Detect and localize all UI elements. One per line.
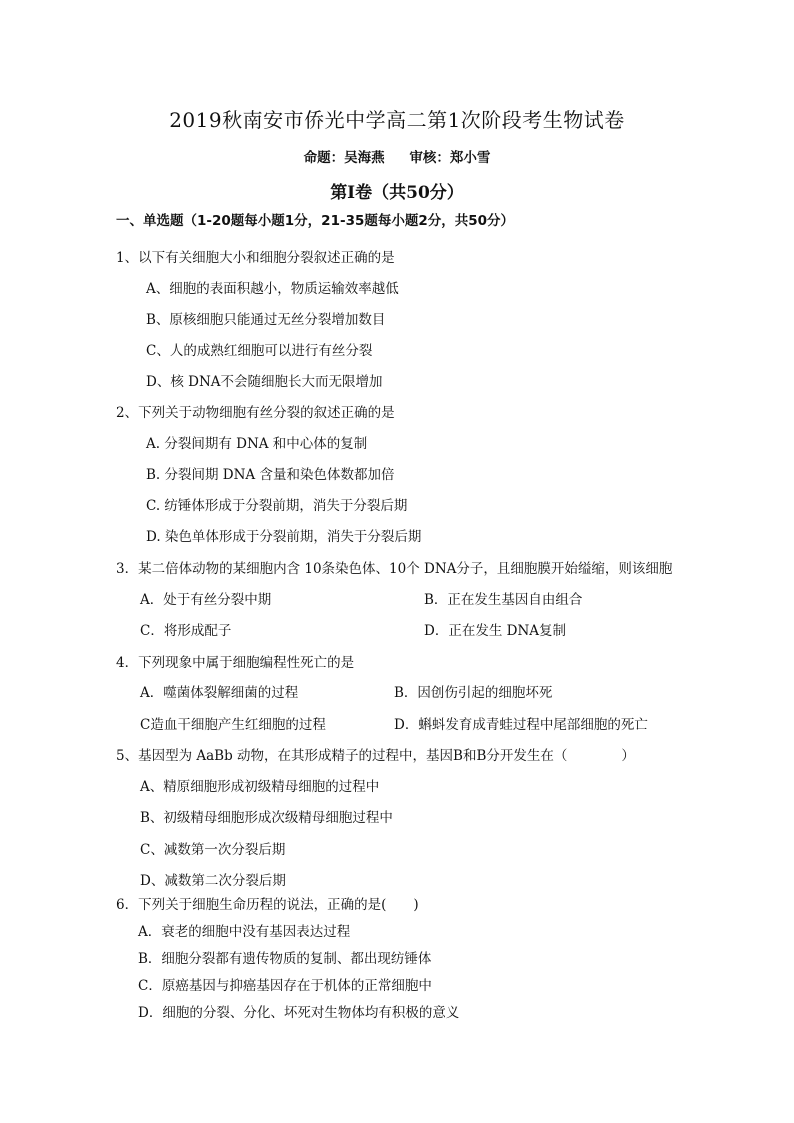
option: A．处于有丝分裂中期 [140, 592, 272, 608]
option: A．噬菌体裂解细菌的过程 [140, 685, 299, 701]
option: D、减数第二次分裂后期 [140, 873, 286, 889]
question-stem: 6．下列关于细胞生命历程的说法，正确的是( ) [116, 897, 419, 913]
option: C、减数第一次分裂后期 [140, 842, 286, 858]
question-stem: 5、基因型为 AaBb 动物，在其形成精子的过程中，基因B和B分开发生在（ ） [116, 748, 635, 764]
option: A．衰老的细胞中没有基因表达过程 [138, 924, 351, 940]
option: A. 分裂间期有 DNA 和中心体的复制 [146, 436, 368, 452]
option: C．将形成配子 [140, 623, 232, 639]
option: B. 分裂间期 DNA 含量和染色体数都加倍 [146, 467, 395, 483]
option: D．蝌蚪发育成青蛙过程中尾部细胞的死亡 [394, 717, 648, 733]
question-stem: 4．下列现象中属于细胞编程性死亡的是 [116, 655, 355, 671]
option: B．正在发生基因自由组合 [424, 592, 583, 608]
question-stem: 1、以下有关细胞大小和细胞分裂叙述正确的是 [116, 250, 395, 266]
option: B、初级精母细胞形成次级精母细胞过程中 [140, 810, 393, 826]
author-line [0, 146, 794, 166]
option: C. 纺锤体形成于分裂前期，消失于分裂后期 [146, 498, 408, 514]
question-stem: 2、下列关于动物细胞有丝分裂的叙述正确的是 [116, 405, 395, 421]
option: D. 染色单体形成于分裂前期，消失于分裂后期 [146, 529, 422, 545]
part-heading: 第Ⅰ卷（共50分） [330, 183, 464, 203]
exam-title: 2019秋南安市侨光中学高二第1次阶段考生物试卷 [169, 108, 625, 132]
option: D、核 DNA不会随细胞长大而无限增加 [146, 374, 383, 390]
option: C．原癌基因与抑癌基因存在于机体的正常细胞中 [138, 978, 432, 994]
author: 命题：吴海燕 [303, 150, 385, 166]
option: C、人的成熟红细胞可以进行有丝分裂 [146, 343, 373, 359]
option: D．细胞的分裂、分化、坏死对生物体均有积极的意义 [138, 1005, 460, 1021]
option: A、精原细胞形成初级精母细胞的过程中 [140, 779, 380, 795]
section-heading: 一、单选题（1-20题每小题1分，21-35题每小题2分，共50分） [116, 213, 515, 229]
option: C造血干细胞产生红细胞的过程 [140, 717, 326, 733]
option: A、细胞的表面积越小，物质运输效率越低 [146, 281, 399, 297]
option: D．正在发生 DNA复制 [424, 623, 567, 639]
question-stem: 3．某二倍体动物的某细胞内含 10条染色体、10个 DNA分子，且细胞膜开始缢缩，则该细胞 [116, 561, 673, 577]
option: B．因创伤引起的细胞坏死 [394, 685, 553, 701]
option: B、原核细胞只能通过无丝分裂增加数目 [146, 312, 386, 328]
option: B．细胞分裂都有遗传物质的复制、都出现纺锤体 [138, 951, 432, 967]
reviewer: 审核：郑小雪 [409, 150, 491, 166]
